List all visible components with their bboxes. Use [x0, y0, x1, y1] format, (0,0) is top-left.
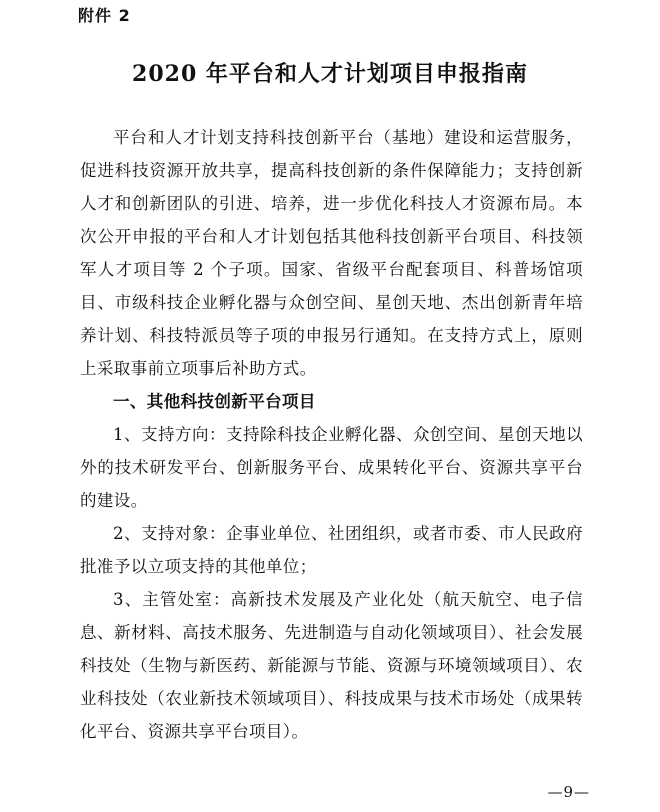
- section-heading: 一、其他科技创新平台项目: [113, 392, 316, 411]
- support-target-paragraph: 2、支持对象：企事业单位、社团组织，或者市委、市人民政府批准予以立项支持的其他单位；: [80, 524, 583, 576]
- document-body: [80, 121, 583, 748]
- document-title: 2020 年平台和人才计划项目申报指南: [132, 61, 528, 87]
- page-number: —9—: [547, 783, 590, 801]
- responsible-office-paragraph: 3、主管处室：高新技术发展及产业化处（航天航空、电子信息、新材料、高技术服务、先进制造与自动化领域项目）、社会发展科技处（生物与新医药、新能源与节能、资源与环境领域项目）、农业科技处（农业新技术领域项目）、科技成果与技术市场处（成果转化平台、资源共享平台项目）。: [80, 590, 583, 741]
- support-direction-paragraph: 1、支持方向：支持除科技企业孵化器、众创空间、星创天地以外的技术研发平台、创新服务平台、成果转化平台、资源共享平台的建设。: [80, 425, 583, 510]
- attachment-label: 附件 2: [78, 6, 131, 25]
- intro-paragraph: 平台和人才计划支持科技创新平台（基地）建设和运营服务，促进科技资源开放共享，提高科技创新的条件保障能力；支持创新人才和创新团队的引进、培养，进一步优化科技人才资源布局。本次公开申报的平台和人才计划包括其他科技创新平台项目、科技领军人才项目等 2 个子项。国家、省级平台配套项目、科普场馆项目、市级科技企业孵化器与众创空间、星创天地、杰出创新青年培养计划、科技特派员等子项的申报另行通知。在支持方式上，原则上采取事前立项事后补助方式。: [80, 128, 583, 378]
